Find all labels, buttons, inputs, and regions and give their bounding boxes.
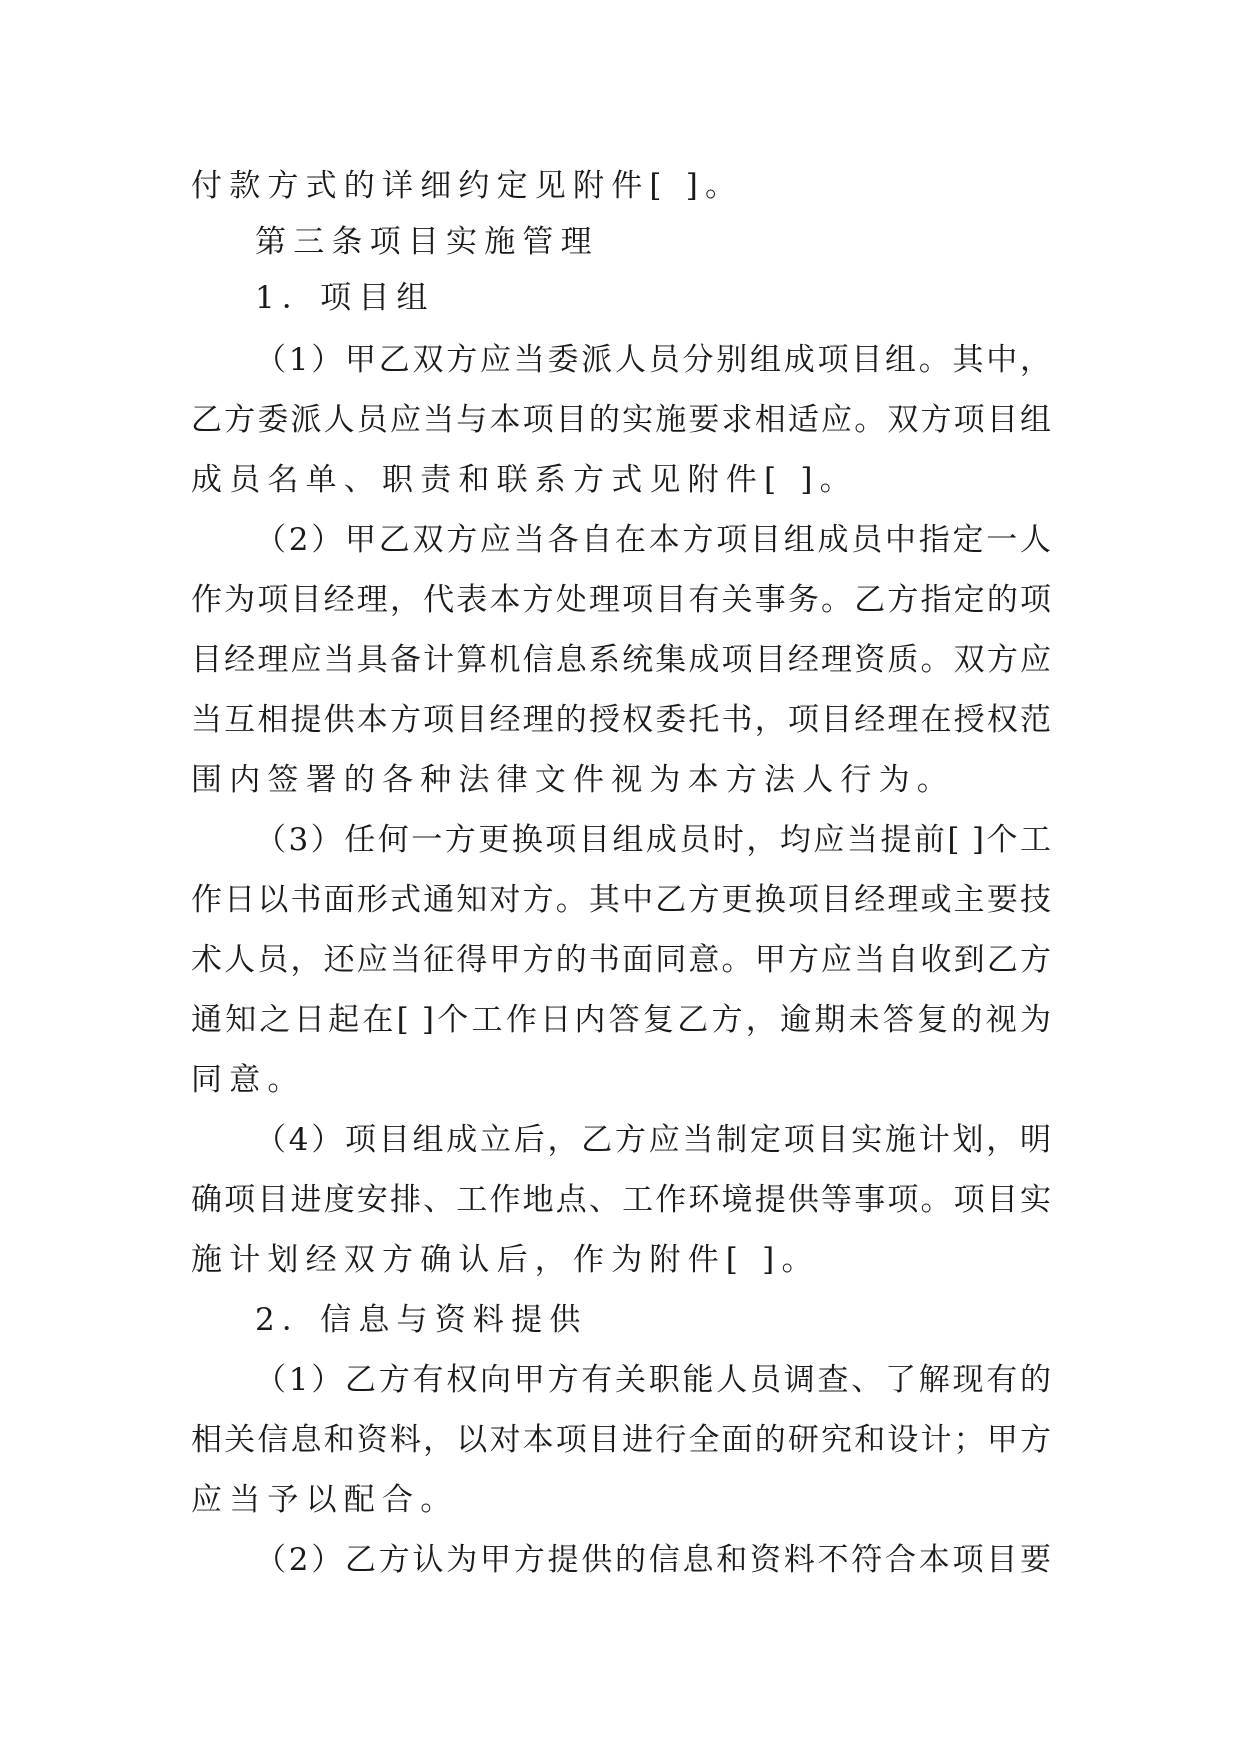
subsection-heading: 1．项目组: [255, 280, 435, 316]
text-line: 作日以书面形式通知对方。其中乙方更换项目经理或主要技: [191, 882, 1051, 918]
text-line: 应当予以配合。: [191, 1482, 459, 1518]
text-line: 付款方式的详细约定见附件[ ]。: [191, 168, 744, 204]
text-line: （2）乙方认为甲方提供的信息和资料不符合本项目要: [255, 1542, 1051, 1578]
text-line: 围内签署的各种法律文件视为本方法人行为。: [191, 762, 955, 798]
text-line: （1）乙方有权向甲方有关职能人员调查、了解现有的: [255, 1362, 1051, 1398]
text-line: 术人员，还应当征得甲方的书面同意。甲方应当自收到乙方: [191, 942, 1051, 978]
text-line: 目经理应当具备计算机信息系统集成项目经理资质。双方应: [191, 642, 1051, 678]
text-line: 相关信息和资料，以对本项目进行全面的研究和设计；甲方: [191, 1422, 1051, 1458]
text-line: 当互相提供本方项目经理的授权委托书，项目经理在授权范: [191, 702, 1051, 738]
text-line: （4）项目组成立后，乙方应当制定项目实施计划，明: [255, 1122, 1051, 1158]
subsection-heading: 2．信息与资料提供: [255, 1302, 588, 1338]
text-line: 确项目进度安排、工作地点、工作环境提供等事项。项目实: [191, 1182, 1051, 1218]
text-line: （3）任何一方更换项目组成员时，均应当提前[ ]个工: [255, 822, 1051, 858]
text-line: 通知之日起在[ ]个工作日内答复乙方，逾期未答复的视为: [191, 1002, 1051, 1038]
section-heading: 第三条项目实施管理: [255, 224, 599, 260]
text-line: 同意。: [191, 1062, 306, 1098]
text-line: 成员名单、职责和联系方式见附件[ ]。: [191, 462, 858, 498]
text-line: （2）甲乙双方应当各自在本方项目组成员中指定一人: [255, 522, 1051, 558]
text-line: 作为项目经理，代表本方处理项目有关事务。乙方指定的项: [191, 582, 1051, 618]
text-line: 乙方委派人员应当与本项目的实施要求相适应。双方项目组: [191, 402, 1051, 438]
text-line: （1）甲乙双方应当委派人员分别组成项目组。其中，: [255, 342, 1051, 378]
text-line: 施计划经双方确认后，作为附件[ ]。: [191, 1242, 820, 1278]
